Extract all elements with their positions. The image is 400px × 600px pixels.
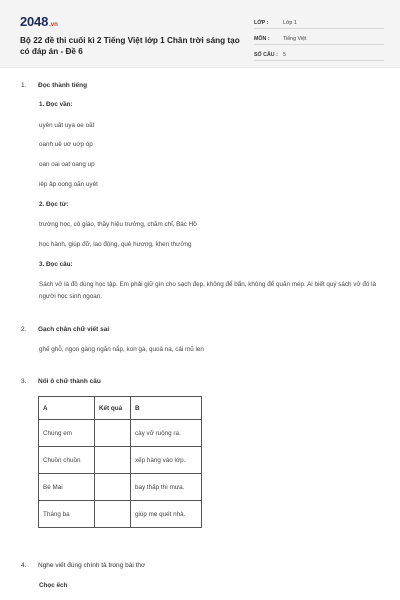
reading-line: trường học, cô giáo, thầy hiệu trưởng, chăm chỉ, Bác Hồ bbox=[39, 221, 197, 228]
sub-heading-sentences: 3. Đọc câu: bbox=[39, 261, 73, 268]
reading-line: oan oai oat oang up bbox=[39, 161, 95, 168]
document-header bbox=[0, 0, 400, 68]
cell-b: xếp hàng vào lớp. bbox=[131, 447, 202, 474]
section-4-title bbox=[21, 562, 145, 569]
meta-value: 5 bbox=[283, 52, 286, 58]
cell-b: giúp mẹ quét nhà. bbox=[131, 501, 202, 528]
reading-line: oanh uê uơ uơp óp bbox=[39, 141, 93, 148]
cell-result bbox=[95, 474, 131, 501]
document-title: Bộ 22 đề thi cuối kì 2 Tiếng Việt lớp 1 Chân trời sáng tạo có đáp án - Đề 6 bbox=[20, 36, 240, 56]
section-number: 2. bbox=[21, 326, 27, 333]
section-number: 4. bbox=[21, 562, 27, 569]
poem-title: Chọc ếch bbox=[39, 582, 68, 589]
section-heading: Đọc thành tiếng bbox=[38, 82, 88, 89]
column-header: A bbox=[39, 397, 95, 420]
sub-heading-vowels: 1. Đọc vần: bbox=[39, 101, 73, 108]
cell-a: Tháng ba bbox=[39, 501, 95, 528]
cell-result bbox=[95, 501, 131, 528]
meta-row-subject bbox=[254, 30, 384, 45]
cell-b: bay thấp thì mưa. bbox=[131, 474, 202, 501]
reading-line: iêp âp oong oăn uyêt bbox=[39, 181, 98, 188]
spelling-line: ghế ghỗ, ngọn gàng ngăn nắp, kon gà, quoả na, cái mũ len bbox=[39, 346, 204, 353]
reading-paragraph: Sách vở là đồ dùng học tập. Em phải giữ gìn cho sạch đẹp, không để bẩn, không để quăn mép. Ai biết quý sách vở đó là người học sinh ngoan. bbox=[39, 281, 376, 300]
matching-table bbox=[38, 396, 202, 528]
meta-label: MÔN : bbox=[254, 36, 270, 42]
document-meta bbox=[254, 14, 384, 62]
table-row bbox=[39, 501, 202, 528]
column-header: Kết quả bbox=[95, 397, 131, 420]
cell-result bbox=[95, 420, 131, 447]
section-1-title bbox=[21, 82, 87, 89]
section-heading: Nghe viết đúng chính tả trong bài thơ bbox=[38, 562, 146, 569]
table-row bbox=[39, 420, 202, 447]
column-header: B bbox=[131, 397, 202, 420]
site-logo[interactable] bbox=[20, 14, 58, 30]
section-number: 1. bbox=[21, 82, 27, 89]
section-2-title bbox=[21, 326, 109, 333]
table-row bbox=[39, 447, 202, 474]
meta-label: LỚP : bbox=[254, 20, 269, 26]
cell-a: Chúng em bbox=[39, 420, 95, 447]
meta-row-grade bbox=[254, 14, 384, 29]
meta-row-count bbox=[254, 46, 384, 61]
cell-b: cày vỡ ruộng ra. bbox=[131, 420, 202, 447]
logo-text: 2048 bbox=[20, 14, 49, 29]
table-header-row bbox=[39, 397, 202, 420]
cell-a: Bé Mai bbox=[39, 474, 95, 501]
cell-result bbox=[95, 447, 131, 474]
section-number: 3. bbox=[21, 378, 27, 385]
meta-value: Lớp 1 bbox=[283, 20, 297, 26]
section-3-title bbox=[21, 378, 101, 385]
meta-value: Tiếng Việt bbox=[283, 36, 307, 42]
sub-heading-words: 2. Đọc từ: bbox=[39, 201, 69, 208]
section-heading: Nối ô chữ thành câu bbox=[38, 378, 101, 385]
cell-a: Chuồn chuồn bbox=[39, 447, 95, 474]
section-heading: Gạch chân chữ viết sai bbox=[38, 326, 110, 333]
meta-label: SỐ CÂU : bbox=[254, 52, 278, 58]
logo-domain: .vn bbox=[49, 22, 58, 28]
reading-line: uyên uât uya oe oăt bbox=[39, 122, 95, 129]
reading-line: học hành, giúp đỡ, lao động, quê hương, khen thưởng bbox=[39, 241, 192, 248]
table-row bbox=[39, 474, 202, 501]
